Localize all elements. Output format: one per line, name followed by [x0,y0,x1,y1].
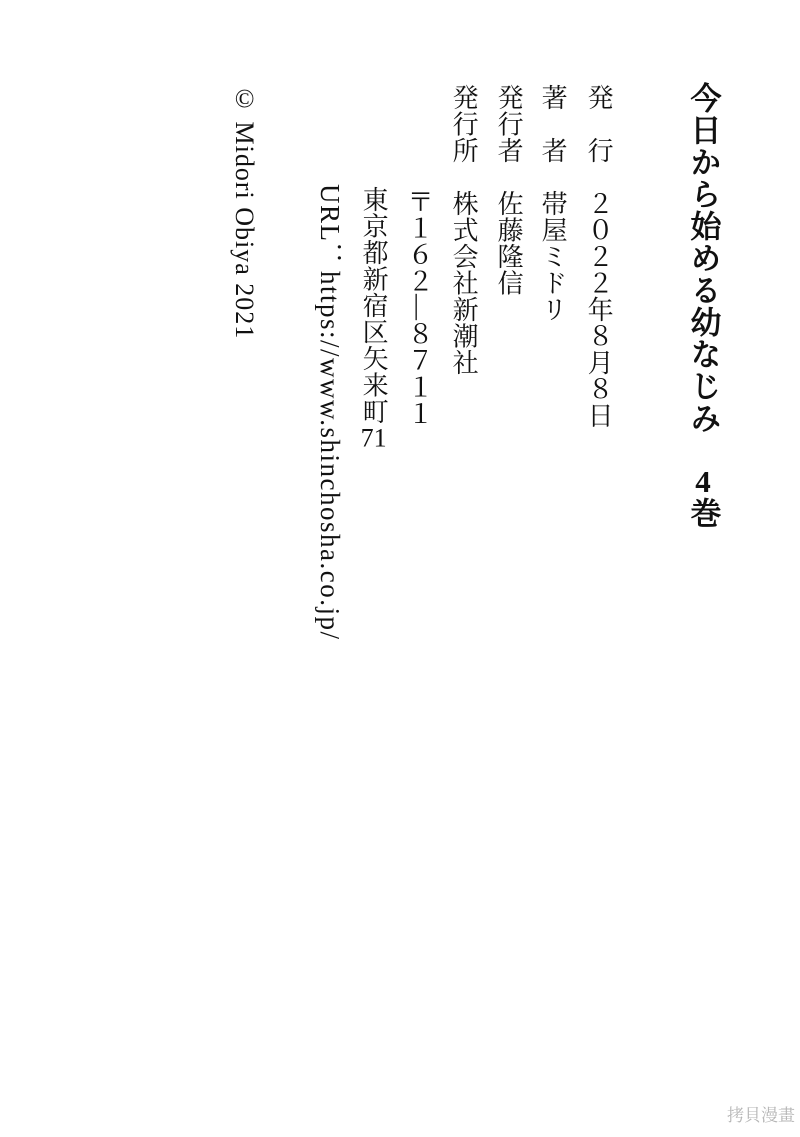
site-url: URL：https://www.shinchosha.co.jp/ [315,184,346,641]
publisher-label: 発行者 [494,84,524,190]
publisher-address [359,186,387,451]
publisher-entry [494,84,522,296]
volume-unit: 巻 [685,497,721,529]
publication-date-label: 発 行 [584,84,614,190]
publisher-address-number: 71 [360,424,387,451]
author-value: 帯屋ミドリ [538,190,568,323]
watermark: 拷貝漫畫 [727,1106,795,1125]
publishing-office-entry [449,84,477,376]
postal-code: 〒１６２―８７１１ [404,188,434,427]
book-title [686,82,719,529]
copyright-notice: © Midori Obiya 2021 [230,84,260,340]
publisher-address-text: 東京都新宿区矢来町 [359,186,389,425]
publication-date-value: ２０２２年８月８日 [584,190,614,429]
publisher-value: 佐藤隆信 [494,190,524,296]
volume-number: 4 [695,466,711,497]
publishing-office-label: 発行所 [449,84,479,190]
publishing-office-value: 株式会社新潮社 [449,190,479,376]
book-title-text: 今日から始める幼なじみ [685,82,721,466]
publication-date-entry [584,84,612,429]
author-entry [538,84,566,323]
author-label: 著 者 [538,84,568,190]
